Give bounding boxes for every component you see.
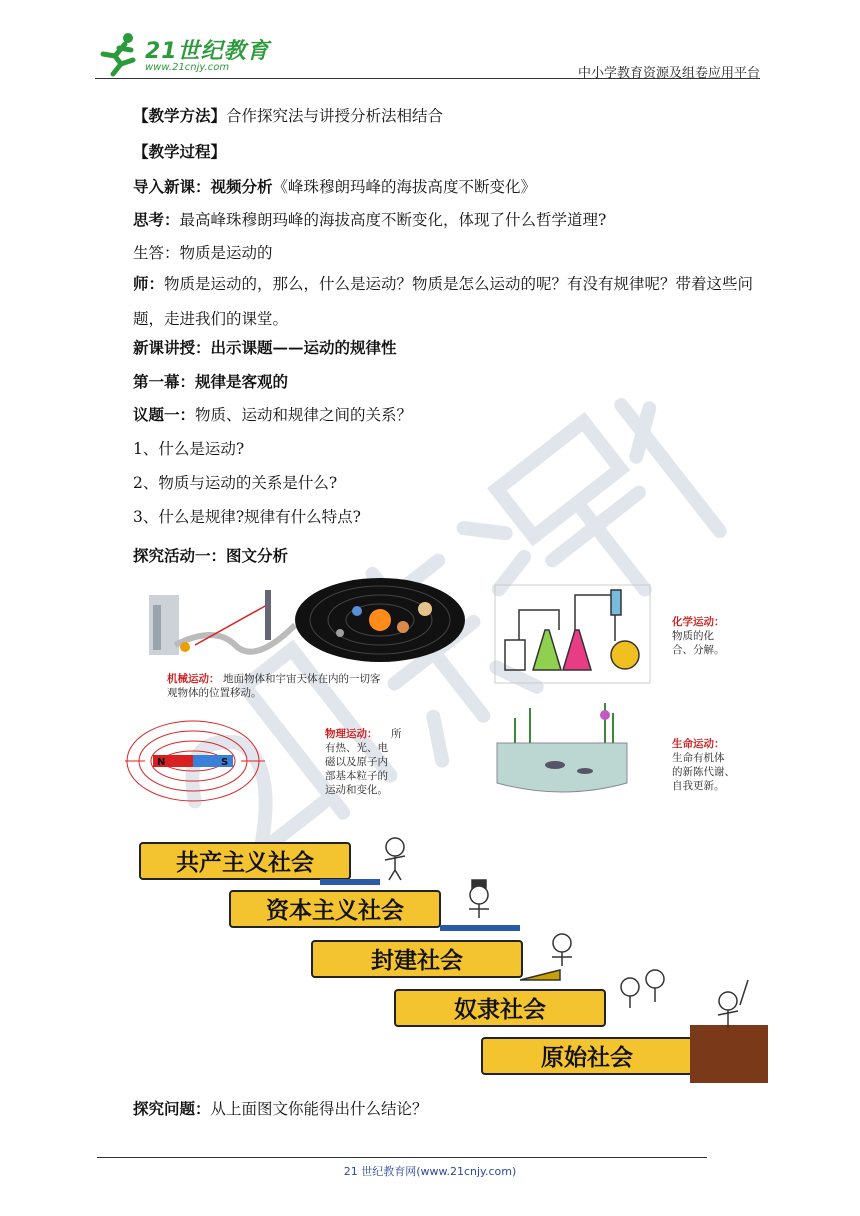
- explore-label: 探究问题：: [133, 1099, 211, 1118]
- stair-label-primitive: 原始社会: [541, 1045, 633, 1071]
- logo-url: www.21cnjy.com: [145, 62, 230, 73]
- chemical-text-1: 物质的化: [672, 630, 714, 642]
- solar-system-illustration: [295, 578, 465, 662]
- method-line: [133, 106, 443, 126]
- header-divider: [95, 78, 760, 79]
- aquarium-illustration: [497, 703, 627, 792]
- method-label: 【教学方法】: [133, 106, 227, 125]
- explore-text: 从上面图文你能得出什么结论？: [210, 1100, 428, 1118]
- life-text-1: 生命有机体: [672, 752, 725, 764]
- stair-label-feudal: 封建社会: [371, 948, 463, 974]
- method-text: 合作探究法与讲授分析法相结合: [226, 107, 444, 125]
- runner-logo-icon: [95, 30, 143, 76]
- mechanical-title: 机械运动：: [167, 673, 220, 685]
- magnet-field-illustration: [125, 721, 265, 801]
- think-line: [133, 210, 606, 230]
- student-answer: 生答：物质是运动的: [133, 244, 273, 262]
- topic-text: 物质、运动和规律之间的关系？: [195, 406, 413, 424]
- think-text: 最高峰珠穆朗玛峰的海拔高度不断变化，体现了什么哲学道理?: [179, 211, 607, 229]
- magnet-n-label: N: [157, 757, 166, 768]
- activity-one-heading: 探究活动一：图文分析: [133, 546, 289, 565]
- question-3: 3、什么是规律?规律有什么特点?: [133, 508, 361, 526]
- teacher-text: 物质是运动的，那么，什么是运动？物质是怎么运动的呢？有没有规律呢？带着这些问题，走进我们的课堂。: [133, 275, 754, 328]
- process-heading: [133, 142, 226, 162]
- chemical-text-2: 合、分解。: [672, 644, 725, 656]
- physical-text-3: 磁以及原子内: [325, 756, 388, 768]
- chemical-title: 化学运动：: [672, 616, 725, 628]
- motion-types-figure: [135, 575, 735, 805]
- stair-label-communist: 共产主义社会: [176, 850, 314, 876]
- page-header: [95, 30, 760, 82]
- stair-step: [482, 1038, 692, 1074]
- act-one-heading: 第一幕：规律是客观的: [133, 372, 289, 391]
- footer-divider: [97, 1157, 707, 1158]
- social-development-staircase: [130, 825, 770, 1087]
- topic-label: 议题一：: [133, 405, 196, 424]
- mechanical-text-2: 观物体的位置移动。: [167, 687, 262, 699]
- life-title: 生命运动：: [672, 738, 725, 750]
- topic-line: [133, 405, 412, 425]
- magnet-s-label: S: [221, 757, 229, 768]
- chemistry-apparatus-illustration: [495, 585, 650, 683]
- physical-text-1: 所: [391, 728, 402, 740]
- new-lesson-line: 新课讲授：出示课题——运动的规律性: [133, 338, 397, 357]
- question-1: 1、什么是运动?: [133, 440, 245, 458]
- platform-title: 中小学教育资源及组卷应用平台: [577, 66, 760, 81]
- question-2: 2、物质与运动的关系是什么?: [133, 474, 338, 492]
- intro-text: 《峰珠穆朗玛峰的海拔高度不断变化》: [272, 178, 537, 196]
- logo-text: 21世纪教育: [145, 39, 270, 64]
- life-text-2: 的新陈代谢、: [672, 766, 735, 778]
- life-text-3: 自我更新。: [672, 780, 725, 792]
- think-label: 思考：: [133, 210, 180, 229]
- stair-label-capitalist: 资本主义社会: [266, 898, 404, 924]
- physical-text-5: 运动和变化。: [325, 784, 388, 796]
- teacher-paragraph: [133, 266, 758, 337]
- stair-label-slave: 奴隶社会: [454, 997, 546, 1023]
- physical-title: 物理运动：: [325, 728, 378, 740]
- stair-step: [395, 990, 605, 1026]
- teacher-label: 师：: [133, 274, 165, 293]
- mechanical-motion-illustration: [149, 590, 295, 655]
- footer-link[interactable]: 21 世纪教育网(www.21cnjy.com): [343, 1165, 517, 1178]
- site-logo[interactable]: [95, 30, 275, 78]
- process-label: 【教学过程】: [133, 142, 227, 161]
- stair-step: [312, 941, 522, 977]
- mechanical-text-1: 地面物体和宇宙天体在内的一切客: [223, 673, 381, 685]
- stair-step: [140, 843, 380, 885]
- explore-line: [133, 1099, 428, 1119]
- intro-line: [133, 177, 536, 197]
- physical-text-2: 有热、光、电: [325, 742, 388, 754]
- physical-text-4: 部基本粒子的: [325, 770, 388, 782]
- intro-label: 导入新课：视频分析: [133, 177, 273, 196]
